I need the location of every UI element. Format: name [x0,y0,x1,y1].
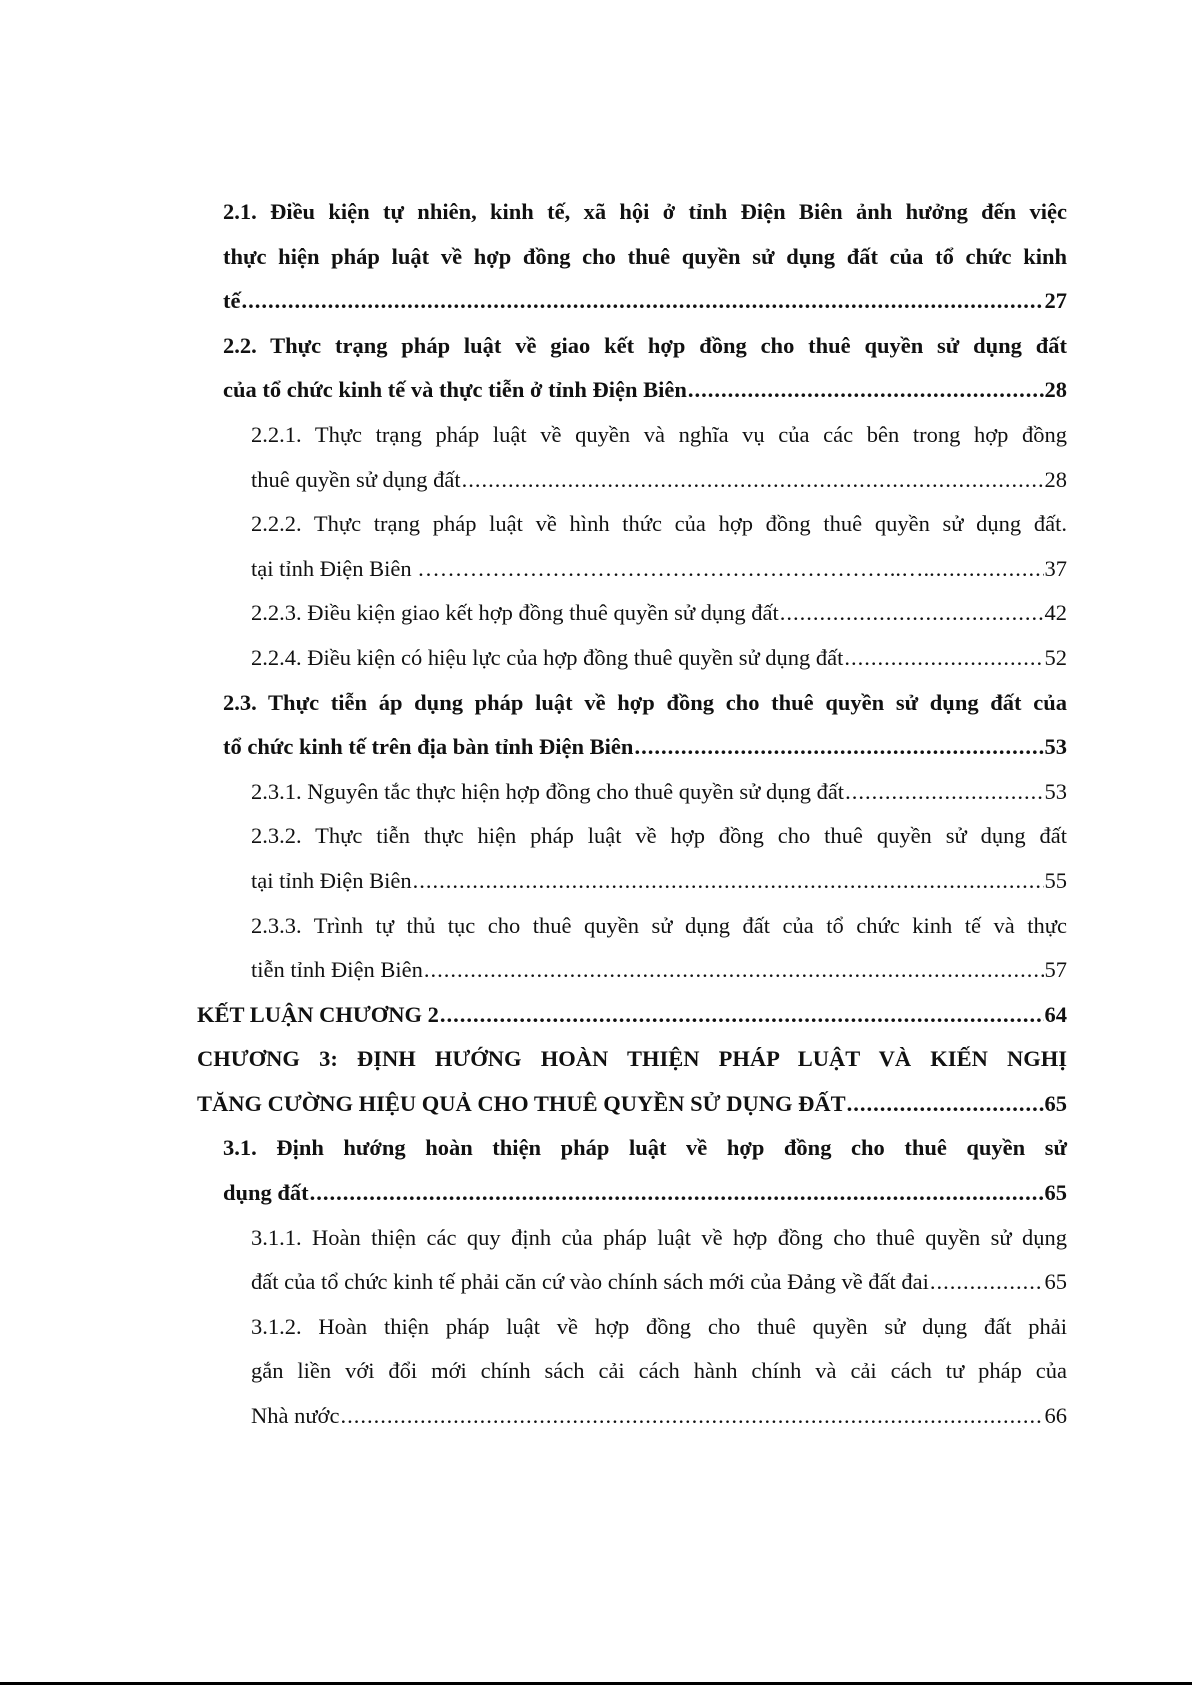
toc-dot-leader [340,1394,1043,1439]
toc-dot-leader [936,547,1044,592]
toc-entry-line: thực hiện pháp luật về hợp đồng cho thuê quyền sử dụng đất của tổ chức kinh [223,243,1067,269]
toc-entry[interactable] [251,591,1067,636]
toc-entry-line: 2.2.1. Thực trạng pháp luật về quyền và nghĩa vụ của các bên trong hợp đồng [251,421,1067,447]
toc-page-number: 37 [1044,555,1067,581]
toc-page-number: 57 [1044,957,1067,983]
toc-entry-title: KẾT LUẬN CHƯƠNG 2 [197,1001,439,1027]
toc-entry-last-line [197,1082,1067,1127]
toc-page-number: 53 [1044,734,1067,760]
toc-dot-leader [462,458,1044,503]
toc-entry-last-line [251,1260,1067,1305]
toc-entry[interactable] [251,502,1067,591]
toc-page-number: 52 [1044,644,1067,670]
toc-entry-last-line [223,279,1067,324]
toc-entry[interactable] [197,1037,1067,1126]
toc-entry-title: thuê quyền sử dụng đất [251,466,461,492]
toc-page-number: 64 [1044,1001,1067,1027]
toc-page-number: 55 [1044,867,1067,893]
toc-entry-last-line [197,993,1067,1038]
toc-page-number: 65 [1044,1269,1067,1295]
toc-entry-title: tiễn tỉnh Điện Biên [251,957,423,983]
toc-page-number: 42 [1044,600,1067,626]
toc-entry[interactable] [251,636,1067,681]
toc-entry-title: 2.2.3. Điều kiện giao kết hợp đồng thuê quyền sử dụng đất [251,600,779,626]
toc-entry-last-line [251,770,1067,815]
toc-entry-last-line [223,725,1067,770]
toc-page-number: 28 [1044,377,1067,403]
toc-entry-title: 2.3.1. Nguyên tắc thực hiện hợp đồng cho thuê quyền sử dụng đất [251,778,845,804]
toc-entry[interactable] [223,190,1067,324]
toc-page-number: 66 [1044,1403,1067,1429]
toc-dot-leader [241,279,1043,324]
toc-entry-last-line [251,859,1067,904]
toc-entry-line: 3.1.1. Hoàn thiện các quy định của pháp luật về hợp đồng cho thuê quyền sử dụng [251,1224,1067,1250]
toc-entry-line: gắn liền với đổi mới chính sách cải cách hành chính và cải cách tư pháp của [251,1358,1067,1384]
toc-entry-last-line [223,1171,1067,1216]
toc-entry[interactable] [251,1216,1067,1305]
toc-entry-last-line [251,591,1067,636]
toc-entry[interactable] [251,904,1067,993]
toc-entry-title: 2.2.4. Điều kiện có hiệu lực của hợp đồng thuê quyền sử dụng đất [251,644,844,670]
toc-entry-title: tại tỉnh Điện Biên ………………………………………………………..….. [251,555,935,581]
toc-entry[interactable] [223,324,1067,413]
toc-entry[interactable] [251,1305,1067,1439]
toc-entry-title: của tổ chức kinh tế và thực tiễn ở tỉnh Điện Biên [223,377,687,403]
toc-entry[interactable] [223,1126,1067,1215]
toc-entry-title: tế [223,288,241,314]
toc-page-number: 53 [1044,778,1067,804]
toc-dot-leader [310,1171,1044,1216]
toc-entry-line: 3.1.2. Hoàn thiện pháp luật về hợp đồng cho thuê quyền sử dụng đất phải [251,1313,1067,1339]
toc-dot-leader [634,725,1043,770]
toc-dot-leader [930,1260,1044,1305]
toc-dot-leader [688,368,1044,413]
toc-page-number: 28 [1044,466,1067,492]
toc-entry-title: TĂNG CƯỜNG HIỆU QUẢ CHO THUÊ QUYỀN SỬ DỤNG ĐẤT [197,1090,846,1116]
toc-page-number: 27 [1044,288,1067,314]
toc-dot-leader [440,993,1044,1038]
toc-entry-line: 2.1. Điều kiện tự nhiên, kinh tế, xã hội ở tỉnh Điện Biên ảnh hưởng đến việc [223,199,1067,224]
toc-entry-line: 2.3. Thực tiễn áp dụng pháp luật về hợp đồng cho thuê quyền sử dụng đất của [223,689,1067,715]
toc-entry-line: 3.1. Định hướng hoàn thiện pháp luật về hợp đồng cho thuê quyền sử [223,1135,1067,1161]
toc-dot-leader [847,1082,1044,1127]
toc-entry-title: đất của tổ chức kinh tế phải căn cứ vào chính sách mới của Đảng về đất đai [251,1269,929,1295]
toc-page-number: 65 [1044,1180,1067,1206]
toc-entry[interactable] [223,681,1067,770]
toc-page-number: 65 [1044,1090,1067,1116]
toc-dot-leader [844,636,1043,681]
toc-dot-leader [413,859,1044,904]
toc-entry-last-line [251,547,1067,592]
toc-dot-leader [424,948,1044,993]
toc-entry-line: CHƯƠNG 3: ĐỊNH HƯỚNG HOÀN THIỆN PHÁP LUẬT VÀ KIẾN NGHỊ [197,1046,1067,1072]
toc-entry-title: Nhà nước [251,1403,340,1429]
toc-entry-title: tại tỉnh Điện Biên [251,867,412,893]
toc-entry-last-line [251,948,1067,993]
toc-dot-leader [845,770,1043,815]
toc-entry-last-line [251,636,1067,681]
toc-entry-line: 2.3.3. Trình tự thủ tục cho thuê quyền sử dụng đất của tổ chức kinh tế và thực [251,912,1067,938]
toc-entry-last-line [223,368,1067,413]
toc-dot-leader [780,591,1044,636]
toc-entry-line: 2.3.2. Thực tiễn thực hiện pháp luật về hợp đồng cho thuê quyền sử dụng đất [251,823,1067,849]
toc-entry-last-line [251,1394,1067,1439]
toc-entry[interactable] [197,993,1067,1038]
table-of-contents [197,190,1067,1439]
toc-entry[interactable] [251,413,1067,502]
toc-entry-title: dụng đất [223,1180,309,1206]
toc-entry[interactable] [251,814,1067,903]
toc-entry[interactable] [251,770,1067,815]
toc-entry-line: 2.2. Thực trạng pháp luật về giao kết hợp đồng cho thuê quyền sử dụng đất [223,332,1067,358]
toc-entry-line: 2.2.2. Thực trạng pháp luật về hình thức của hợp đồng thuê quyền sử dụng đất. [251,511,1067,537]
toc-entry-title: tổ chức kinh tế trên địa bàn tỉnh Điện Biên [223,734,634,760]
toc-entry-last-line [251,458,1067,503]
